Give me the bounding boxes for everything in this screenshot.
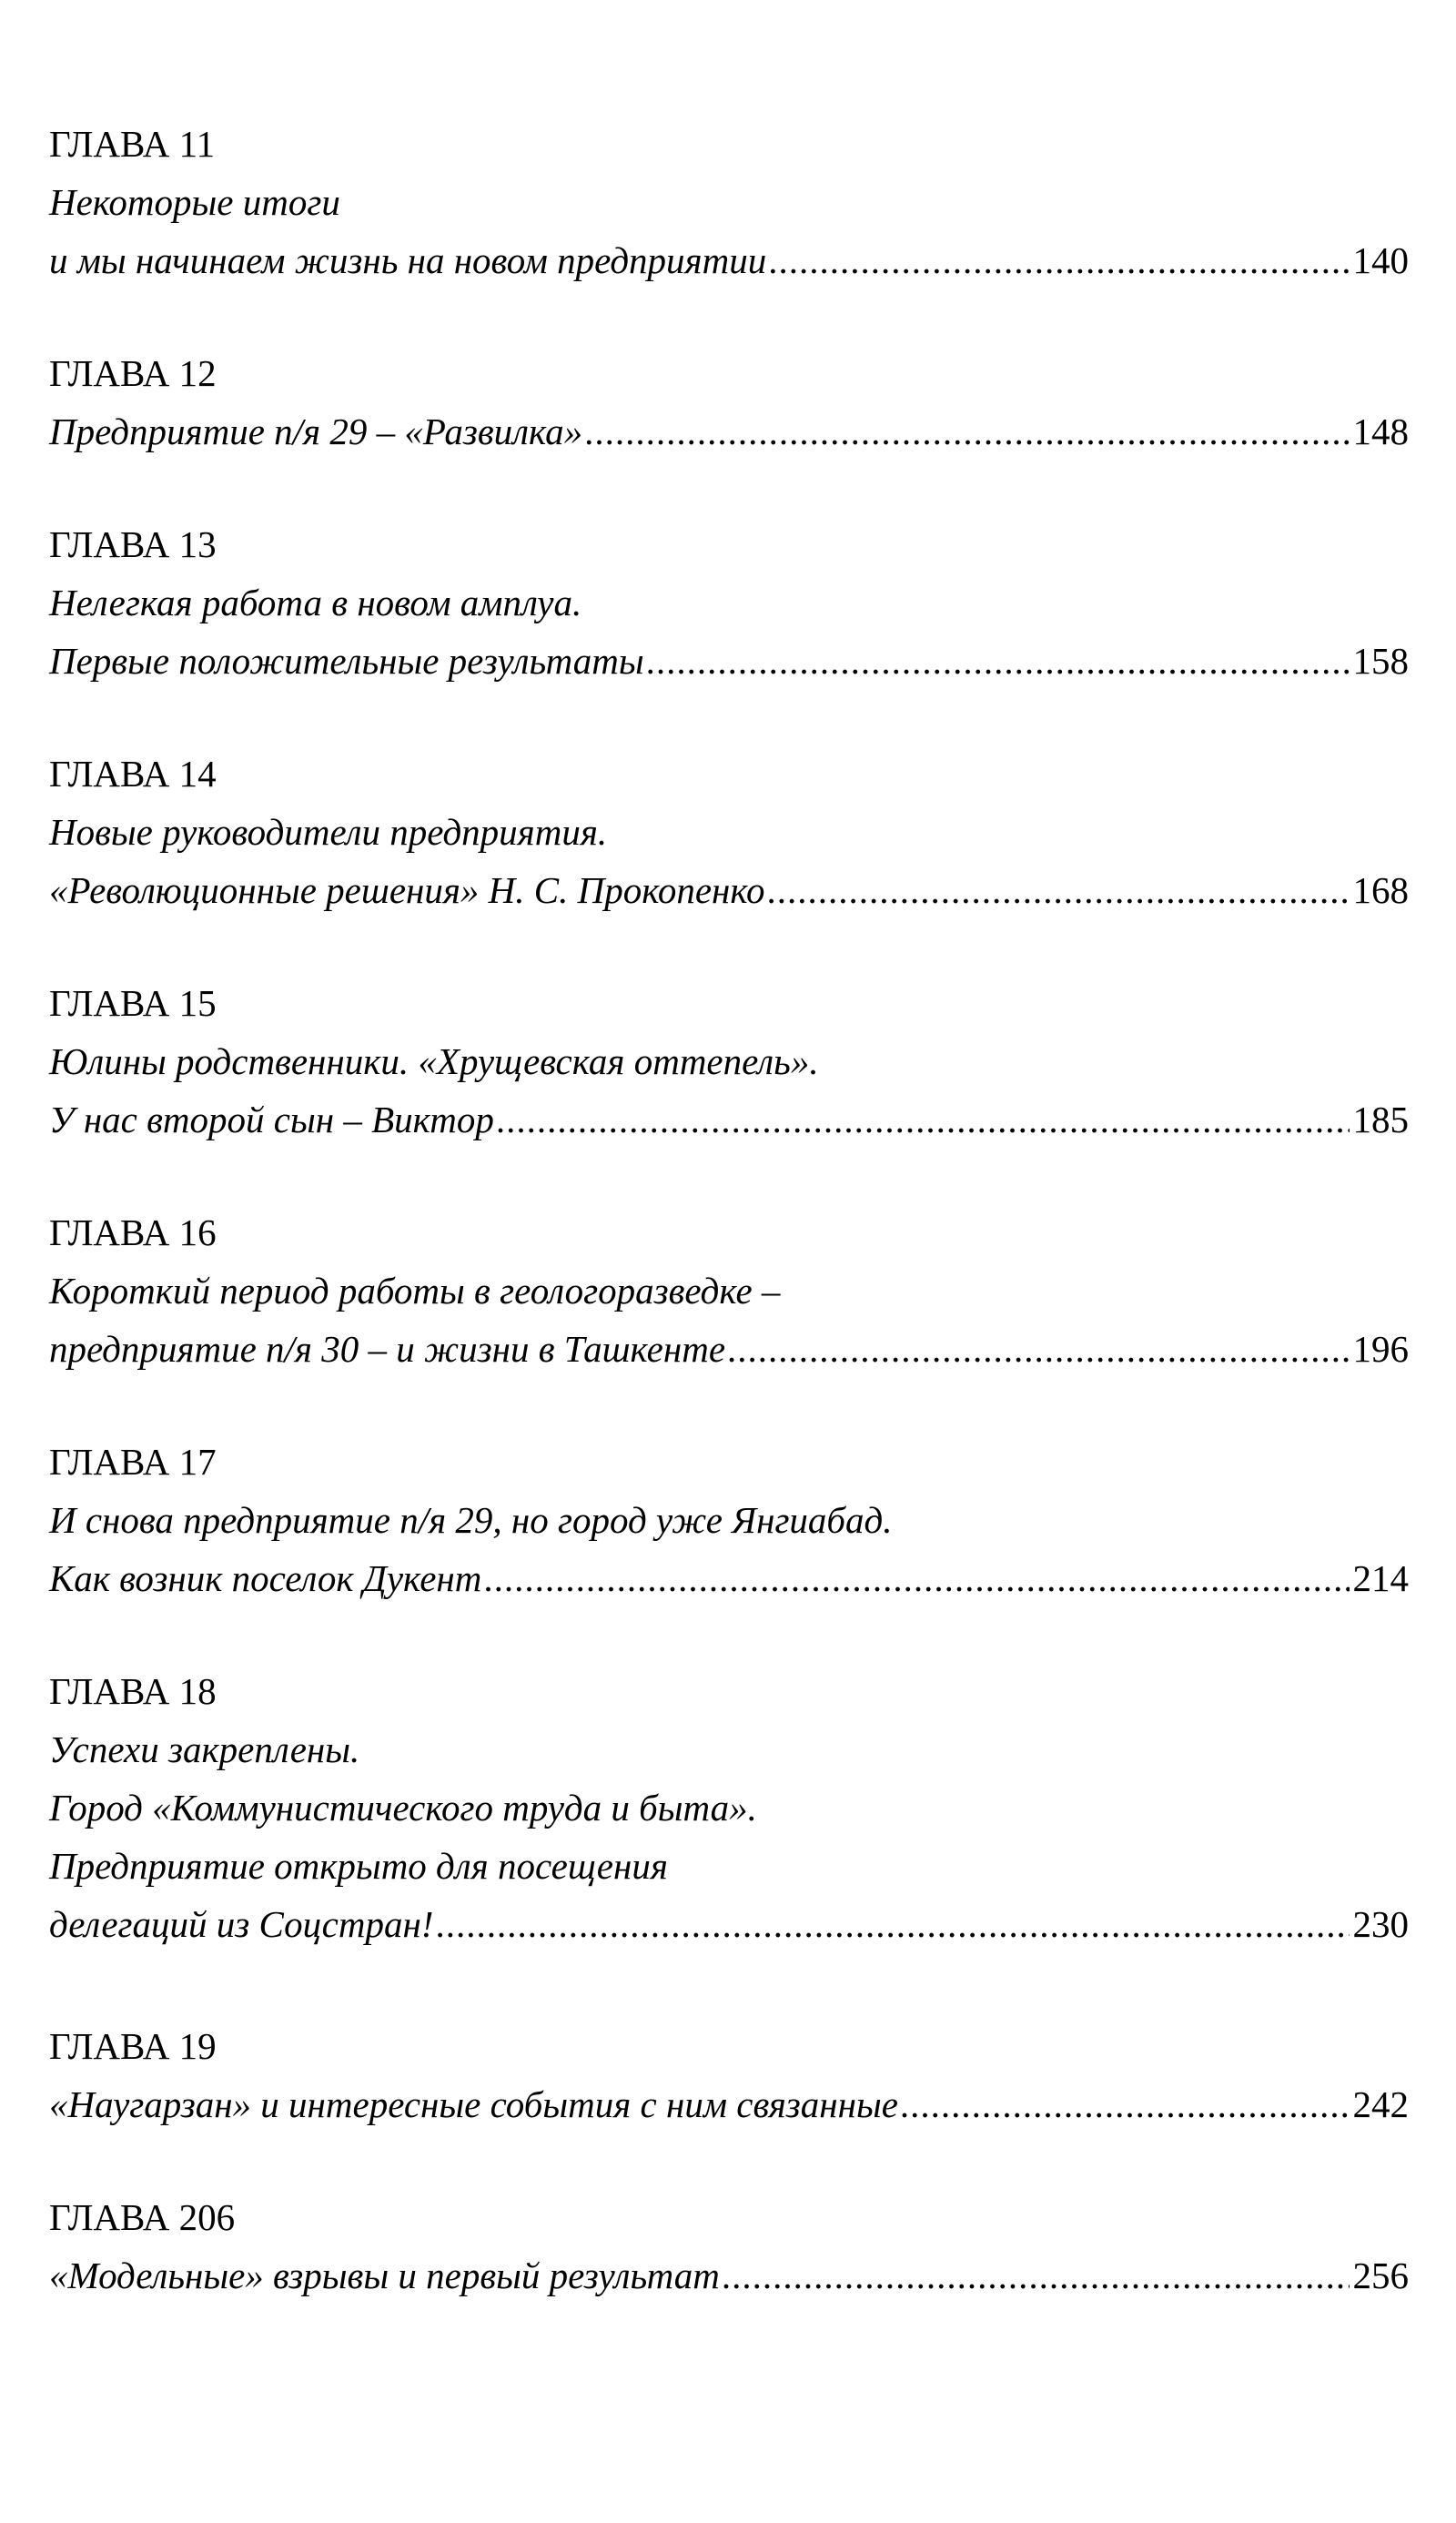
- chapter-title-last-line: [49, 402, 1409, 461]
- toc-entry: [49, 745, 1409, 919]
- page-number: 140: [1352, 239, 1409, 281]
- toc-entry: [49, 1203, 1409, 1378]
- chapter-title-last-line: [49, 1090, 1409, 1149]
- dot-leader: [483, 1549, 1349, 1607]
- chapter-title-last-line: [49, 1895, 1409, 1953]
- toc-entry: [49, 344, 1409, 461]
- chapter-heading: ГЛАВА 17: [49, 1441, 217, 1483]
- toc-entry: [49, 2017, 1409, 2133]
- toc-entry: [49, 2188, 1409, 2305]
- chapter-heading: ГЛАВА 14: [49, 753, 217, 795]
- table-of-contents: [49, 115, 1409, 2305]
- chapter-title-last-line: [49, 1320, 1409, 1378]
- toc-entry: [49, 1662, 1409, 1953]
- chapter-title-text: «Наугарзан» и интересные события с ним связанные: [49, 2083, 898, 2125]
- page-number: 256: [1352, 2254, 1409, 2296]
- chapter-title-text: делегаций из Соцстран!: [49, 1903, 434, 1945]
- chapter-title-text: «Модельные» взрывы и первый результат: [49, 2254, 720, 2296]
- chapter-title-text: предприятие п/я 30 – и жизни в Ташкенте: [49, 1328, 726, 1370]
- chapter-title-last-line: [49, 231, 1409, 289]
- page-number: 242: [1352, 2083, 1409, 2125]
- toc-entry: [49, 115, 1409, 289]
- dot-leader: [727, 1320, 1349, 1378]
- chapter-title-line: Предприятие открыто для посещения: [49, 1845, 668, 1887]
- chapter-heading: ГЛАВА 12: [49, 352, 217, 394]
- chapter-title-line: Юлины родственники. «Хрущевская оттепель».: [49, 1040, 819, 1082]
- page-number: 196: [1352, 1328, 1409, 1370]
- chapter-heading: ГЛАВА 206: [49, 2196, 236, 2238]
- toc-entry: [49, 515, 1409, 690]
- chapter-title-last-line: [49, 632, 1409, 690]
- dot-leader: [767, 861, 1350, 919]
- dot-leader: [435, 1895, 1349, 1953]
- chapter-title-line: Успехи закреплены.: [49, 1728, 360, 1770]
- toc-entry: [49, 1433, 1409, 1607]
- chapter-heading: ГЛАВА 15: [49, 982, 217, 1024]
- chapter-title-text: и мы начинаем жизнь на новом предприятии: [49, 239, 767, 281]
- chapter-title-line: Нелегкая работа в новом амплуа.: [49, 582, 582, 623]
- page-number: 230: [1352, 1903, 1409, 1945]
- chapter-heading: ГЛАВА 19: [49, 2025, 217, 2067]
- chapter-heading: ГЛАВА 13: [49, 523, 217, 565]
- page-number: 158: [1352, 640, 1409, 682]
- dot-leader: [584, 402, 1349, 461]
- chapter-title-text: Предприятие п/я 29 – «Развилка»: [49, 410, 583, 452]
- dot-leader: [768, 231, 1349, 289]
- chapter-title-text: Как возник поселок Дукент: [49, 1557, 482, 1599]
- dot-leader: [900, 2075, 1350, 2133]
- toc-entry: [49, 974, 1409, 1149]
- chapter-title-text: «Революционные решения» Н. С. Прокопенко: [49, 869, 765, 911]
- page-number: 214: [1352, 1557, 1409, 1599]
- chapter-title-last-line: [49, 2075, 1409, 2133]
- chapter-heading: ГЛАВА 18: [49, 1670, 217, 1712]
- chapter-title-line: Новые руководители предприятия.: [49, 811, 608, 853]
- chapter-title-last-line: [49, 1549, 1409, 1607]
- dot-leader: [722, 2246, 1350, 2305]
- chapter-title-text: У нас второй сын – Виктор: [49, 1099, 494, 1140]
- dot-leader: [496, 1090, 1350, 1149]
- chapter-heading: ГЛАВА 16: [49, 1211, 217, 1253]
- chapter-title-text: Первые положительные результаты: [49, 640, 644, 682]
- chapter-title-line: Город «Коммунистического труда и быта».: [49, 1787, 757, 1829]
- chapter-heading: ГЛАВА 11: [49, 123, 216, 165]
- dot-leader: [646, 632, 1350, 690]
- page-number: 185: [1352, 1099, 1409, 1140]
- chapter-title-line: Некоторые итоги: [49, 181, 340, 223]
- chapter-title-line: Короткий период работы в геологоразведке –: [49, 1270, 781, 1312]
- chapter-title-last-line: [49, 861, 1409, 919]
- page-number: 168: [1352, 869, 1409, 911]
- chapter-title-line: И снова предприятие п/я 29, но город уже Янгиабад.: [49, 1499, 893, 1541]
- page-number: 148: [1352, 410, 1409, 452]
- chapter-title-last-line: [49, 2246, 1409, 2305]
